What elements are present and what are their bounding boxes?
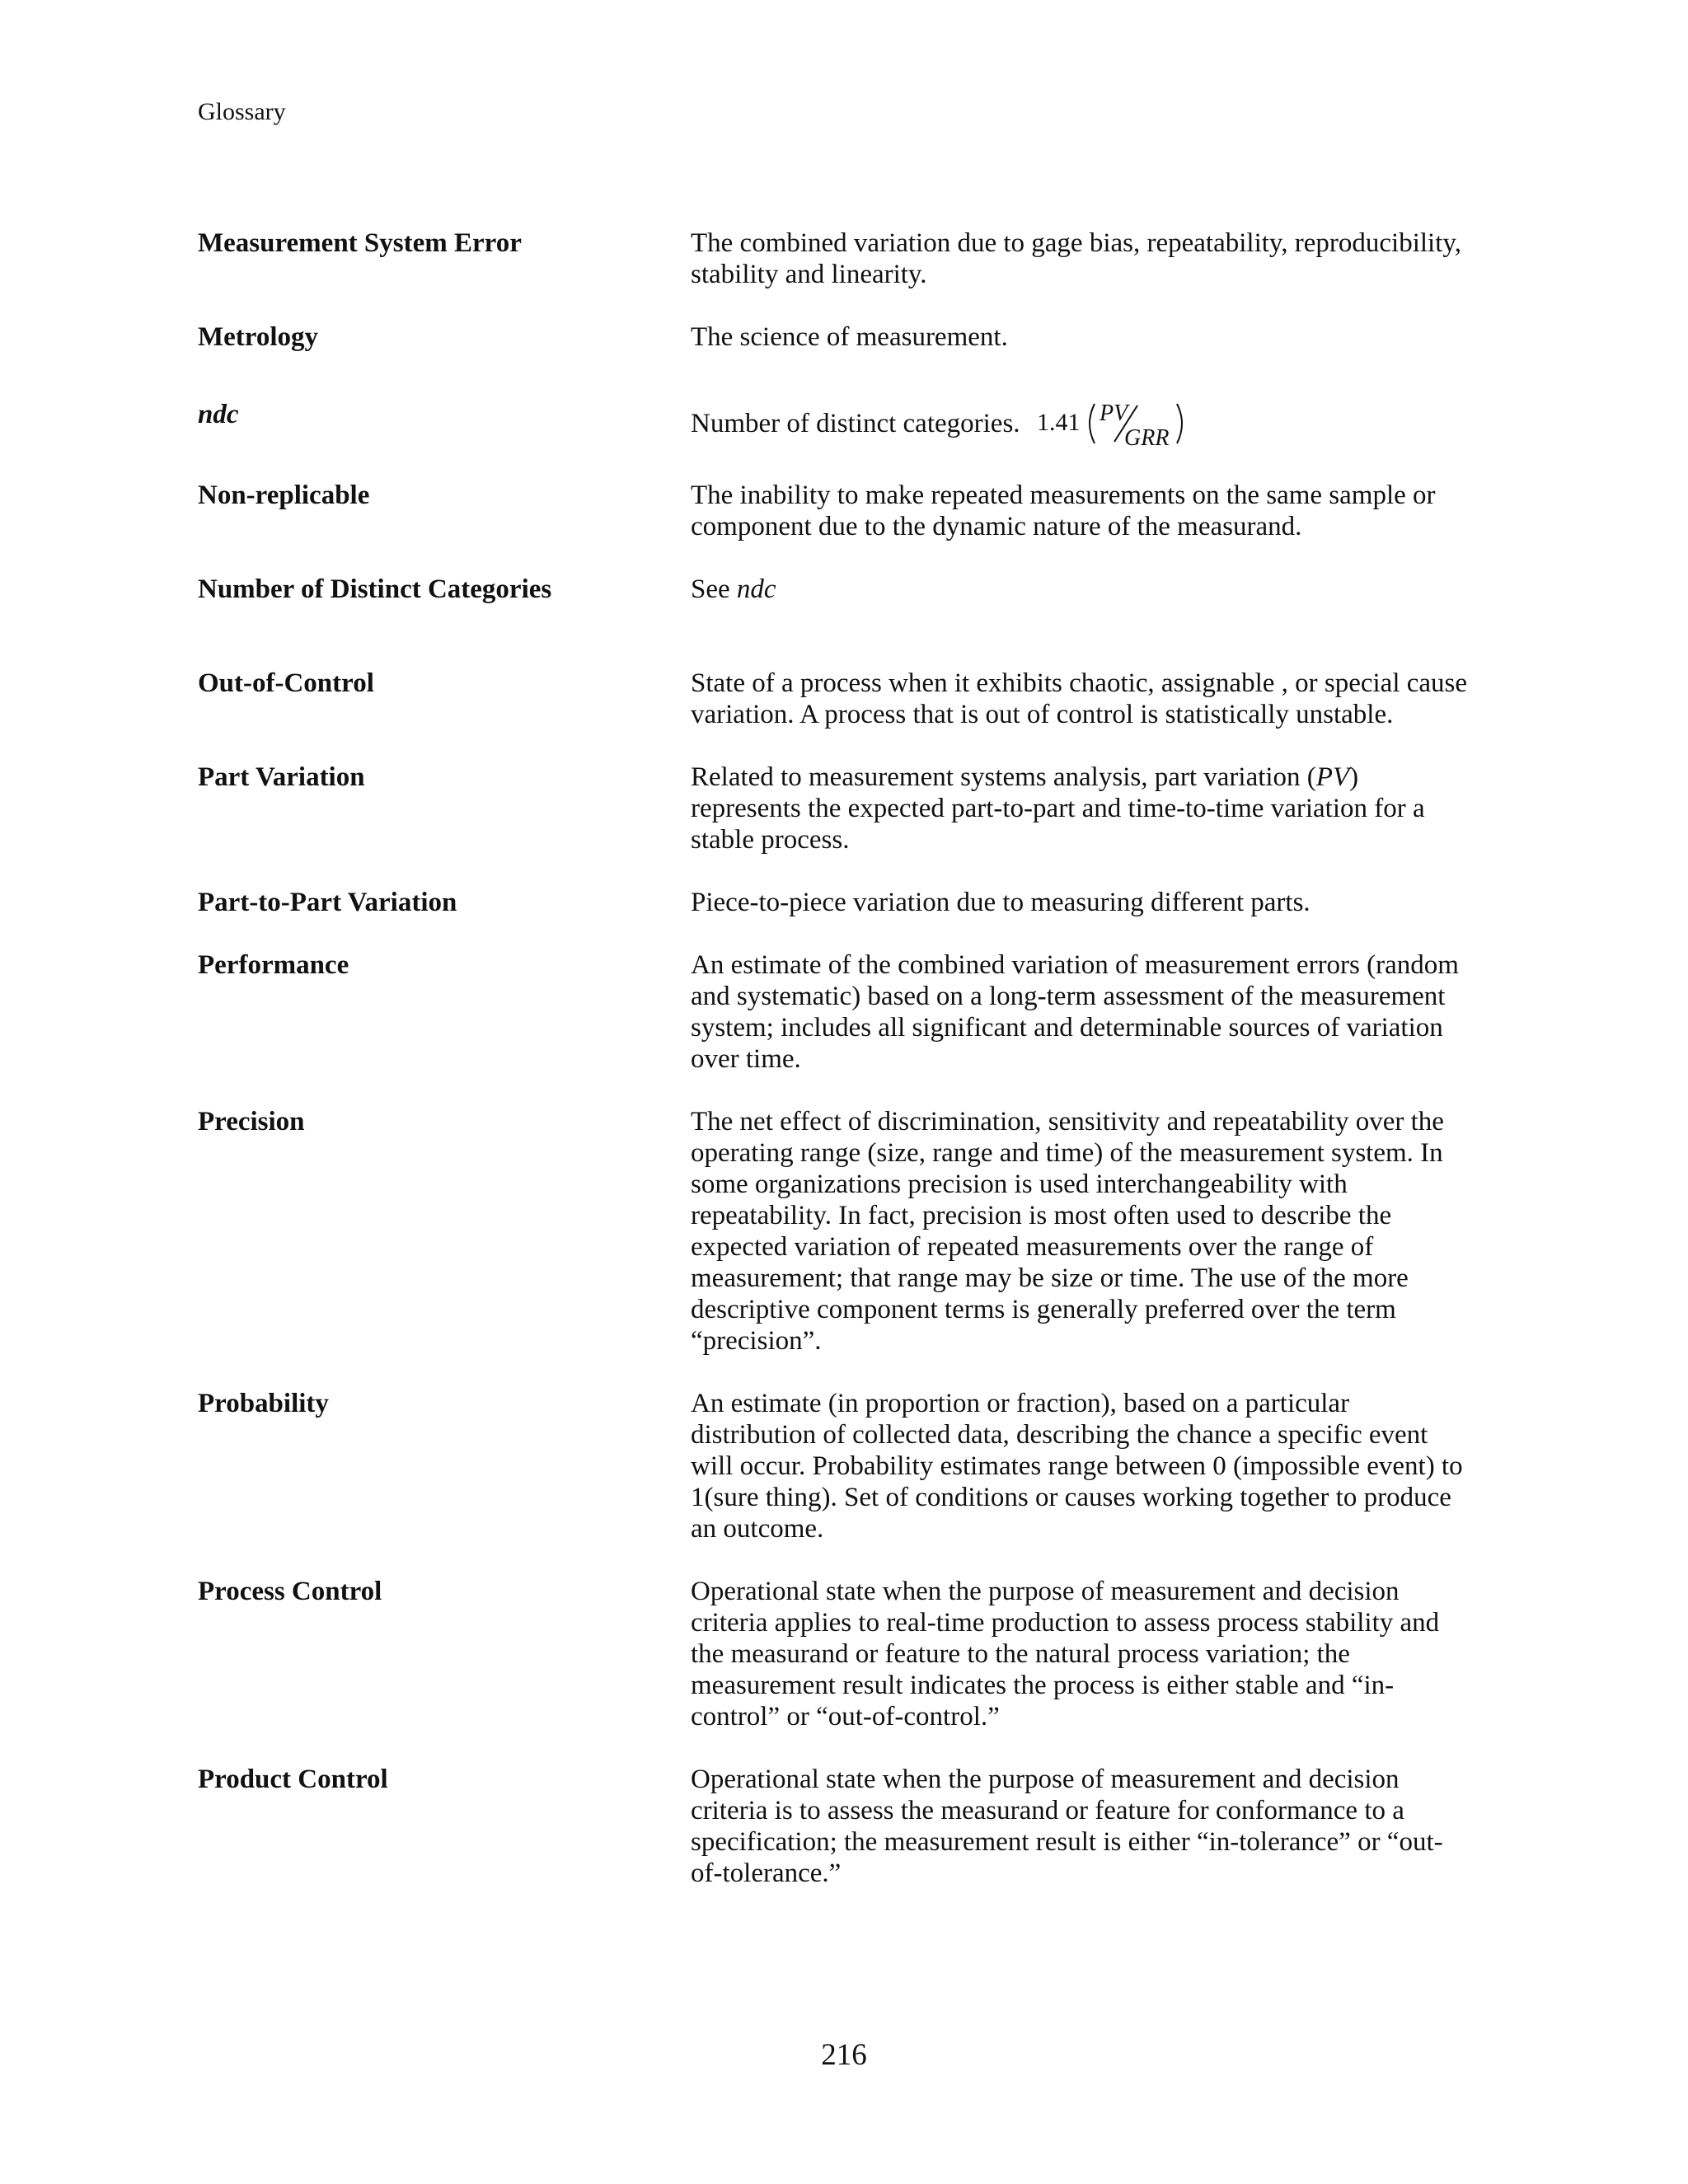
- definition-line: An estimate (in proportion or fraction), based on a particular: [691, 1389, 1350, 1418]
- definition-line: criteria applies to real-time production to assess process stability and: [691, 1608, 1440, 1638]
- glossary-term: Measurement System Error: [198, 228, 522, 258]
- definition-line: State of a process when it exhibits chaotic, assignable , or special cause: [691, 668, 1468, 698]
- definition-line: specification; the measurement result is either “in-tolerance” or “out-: [691, 1827, 1443, 1857]
- definition-line: variation. A process that is out of control is statistically unstable.: [691, 700, 1394, 729]
- definition-line: The combined variation due to gage bias, repeatability, reproducibility,: [691, 228, 1461, 258]
- abbreviation: PV: [1315, 762, 1350, 792]
- ndc-formula: [1037, 399, 1226, 448]
- glossary-term: ndc: [198, 400, 239, 429]
- formula-left-paren: [1090, 404, 1095, 443]
- glossary-definition: [691, 1764, 1507, 1889]
- definition-text: Related to measurement systems analysis, part variation (: [691, 762, 1316, 792]
- definition-text: Number of distinct categories.: [691, 409, 1020, 438]
- definition-line: [691, 762, 1507, 793]
- glossary-term: Out-of-Control: [198, 668, 374, 698]
- definition-line: repeatability. In fact, precision is most often used to describe the: [691, 1201, 1392, 1230]
- definition-line: operating range (size, range and time) of the measurement system. In: [691, 1138, 1443, 1168]
- page-number: 216: [821, 2038, 867, 2072]
- definition-line: “precision”.: [691, 1326, 822, 1356]
- definition-line: stability and linearity.: [691, 260, 927, 289]
- definition-line: The inability to make repeated measurements on the same sample or: [691, 480, 1436, 510]
- glossary-definition: [691, 668, 1507, 730]
- glossary-definition: [691, 227, 1507, 290]
- definition-line: some organizations precision is used interchangeability with: [691, 1169, 1348, 1199]
- definition-line: component due to the dynamic nature of the measurand.: [691, 512, 1302, 541]
- glossary-term: Product Control: [198, 1765, 388, 1794]
- definition-line: distribution of collected data, describing the chance a specific event: [691, 1420, 1428, 1450]
- glossary-term: Part Variation: [198, 762, 365, 792]
- definition-line: descriptive component terms is generally preferred over the term: [691, 1295, 1396, 1324]
- glossary-term: Metrology: [198, 322, 319, 352]
- glossary-definition: [691, 1106, 1507, 1357]
- glossary-term: Performance: [198, 950, 349, 980]
- glossary-definition: [691, 399, 1507, 448]
- formula-numerator: PV: [1099, 401, 1128, 426]
- ndc-formula-graphic: [1037, 399, 1226, 448]
- definition-line: The science of measurement.: [691, 322, 1008, 352]
- formula-right-paren: [1177, 404, 1182, 443]
- definition-line: system; includes all significant and determinable sources of variation: [691, 1013, 1443, 1043]
- glossary-term: Non-replicable: [198, 480, 370, 510]
- glossary-term: Precision: [198, 1107, 305, 1137]
- running-header: Glossary: [198, 98, 286, 125]
- glossary-definition: [691, 321, 1507, 353]
- glossary-term: Part-to-Part Variation: [198, 888, 457, 917]
- cross-reference: ndc: [736, 574, 776, 604]
- definition-line: the measurand or feature to the natural process variation; the: [691, 1639, 1350, 1669]
- definition-line: An estimate of the combined variation of measurement errors (random: [691, 950, 1459, 980]
- definition-line: measurement result indicates the process is either stable and “in-: [691, 1671, 1395, 1700]
- definition-line: 1(sure thing). Set of conditions or causes working together to produce: [691, 1483, 1451, 1512]
- definition-text: ): [1349, 762, 1359, 792]
- definition-line: Operational state when the purpose of measurement and decision: [691, 1765, 1400, 1794]
- definition-line: an outcome.: [691, 1514, 824, 1544]
- glossary-definition: [691, 887, 1507, 918]
- glossary-definition: [691, 480, 1507, 542]
- definition-line: criteria is to assess the measurand or feature for conformance to a: [691, 1796, 1404, 1825]
- glossary-definition: [691, 1388, 1507, 1544]
- definition-line: control” or “out-of-control.”: [691, 1702, 1000, 1732]
- glossary-definition: [691, 762, 1507, 855]
- definition-line: represents the expected part-to-part and time-to-time variation for a: [691, 794, 1425, 823]
- definition-line: Operational state when the purpose of measurement and decision: [691, 1577, 1400, 1606]
- definition-line: The net effect of discrimination, sensitivity and repeatability over the: [691, 1107, 1444, 1137]
- glossary-definition: [691, 574, 1507, 605]
- definition-line: measurement; that range may be size or time. The use of the more: [691, 1263, 1409, 1293]
- glossary-definition: [691, 949, 1507, 1075]
- glossary-term: Process Control: [198, 1577, 382, 1606]
- glossary-definition: [691, 1576, 1507, 1732]
- glossary-term: Probability: [198, 1389, 329, 1418]
- definition-line: of-tolerance.”: [691, 1858, 842, 1888]
- definition-line: will occur. Probability estimates range between 0 (impossible event) to: [691, 1451, 1463, 1481]
- formula-denominator: GRR: [1123, 425, 1169, 448]
- glossary-term: Number of Distinct Categories: [198, 574, 552, 604]
- definition-text: See: [691, 574, 730, 604]
- definition-line: over time.: [691, 1044, 801, 1074]
- formula-coefficient: 1.41: [1036, 409, 1081, 436]
- definition-line: Piece-to-piece variation due to measuring different parts.: [691, 888, 1311, 917]
- definition-line: and systematic) based on a long-term assessment of the measurement: [691, 982, 1446, 1011]
- definition-line: stable process.: [691, 825, 850, 855]
- definition-line: expected variation of repeated measurements over the range of: [691, 1232, 1374, 1262]
